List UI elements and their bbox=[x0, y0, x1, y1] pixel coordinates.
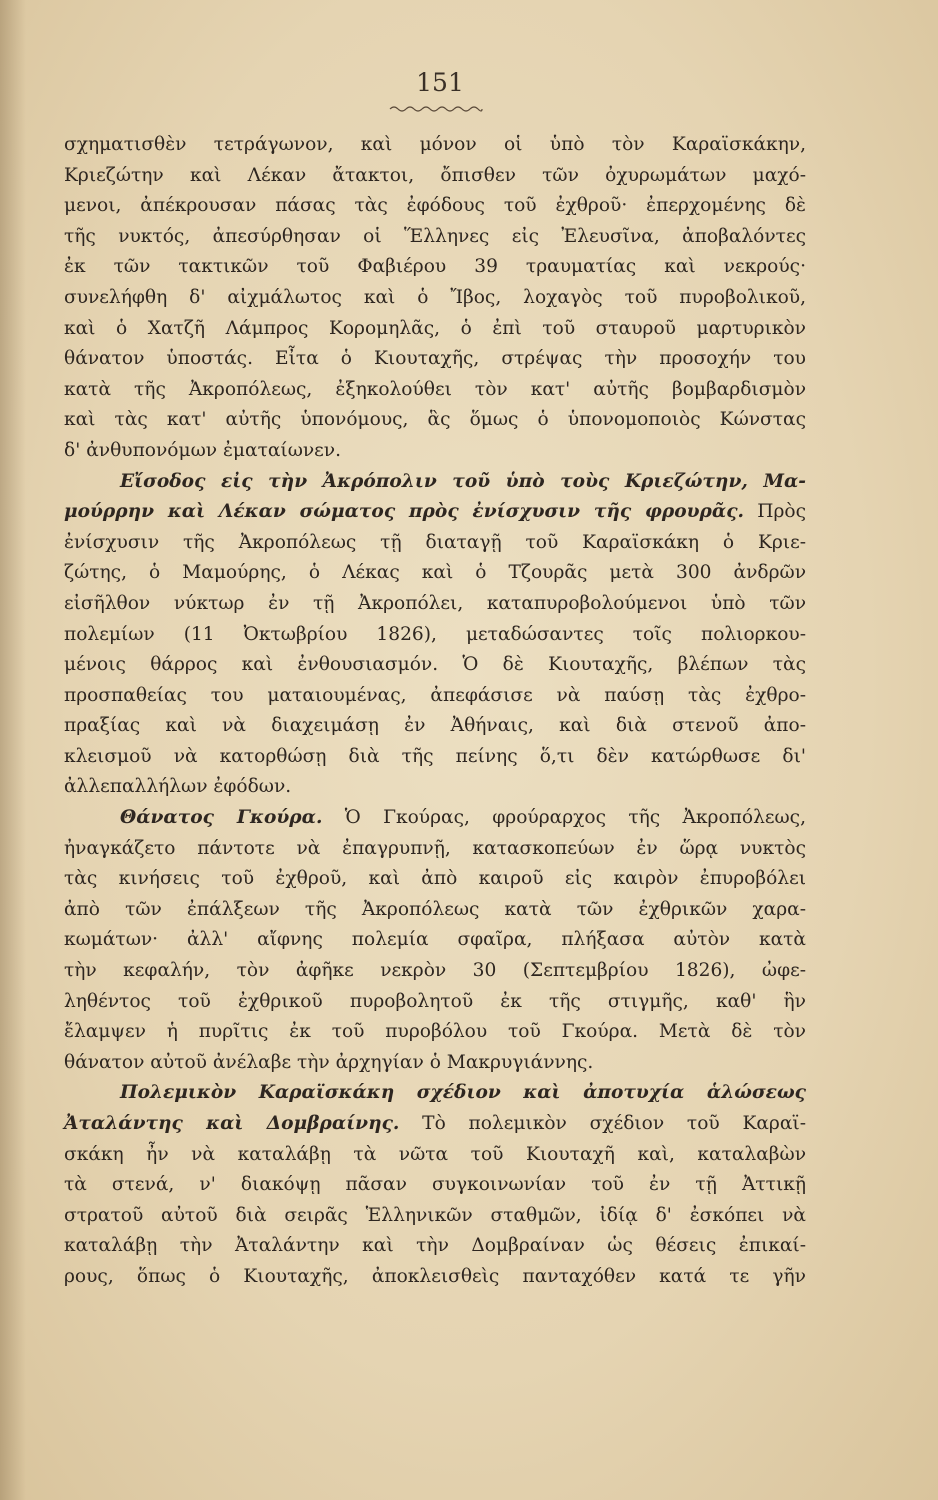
text-line bbox=[64, 252, 806, 283]
line-text: μένοις θάρρος καὶ ἐνθουσιασμόν. Ὁ δὲ Κιουταχῆς, βλέπων τὰς bbox=[64, 654, 806, 676]
text-line bbox=[64, 344, 806, 375]
line-text: καὶ ὁ Χατζῆ Λάμπρος Κορομηλᾶς, ὁ ἐπὶ τοῦ σταυροῦ μαρτυρικὸν bbox=[64, 317, 806, 339]
text-line bbox=[64, 650, 806, 681]
text-line bbox=[64, 1231, 806, 1262]
line-text: ἐκ τῶν τακτικῶν τοῦ Φαβιέρου 39 τραυματίας καὶ νεκρούς· bbox=[64, 256, 806, 278]
text-line bbox=[64, 620, 806, 651]
section-heading: μούρρην καὶ Λέκαν σώματος πρὸς ἐνίσχυσιν τῆς φρουρᾶς. bbox=[64, 501, 744, 523]
line-text: ἠναγκάζετο πάντοτε νὰ ἐπαγρυπνῇ, κατασκοπεύων ἐν ὥρᾳ νυκτὸς bbox=[64, 837, 806, 859]
line-text: ἔλαμψεν ἡ πυρῖτις ἐκ τοῦ πυροβόλου τοῦ Γκούρα. Μετὰ δὲ τὸν bbox=[64, 1021, 806, 1043]
line-text: Πρὸς bbox=[744, 501, 806, 523]
text-line bbox=[64, 772, 806, 803]
line-text: συνελήφθη δ' αἰχμάλωτος καὶ ὁ Ἴβος, λοχαγὸς τοῦ πυροβολικοῦ, bbox=[64, 286, 806, 308]
text-line bbox=[64, 711, 806, 742]
line-text: πραξίας καὶ νὰ διαχειμάσῃ ἐν Ἀθήναις, καὶ διὰ στενοῦ ἀπο- bbox=[64, 715, 806, 737]
text-line bbox=[64, 681, 806, 712]
text-line bbox=[64, 1140, 806, 1171]
line-text: ἀπὸ τῶν ἐπάλξεων τῆς Ἀκροπόλεως κατὰ τῶν ἐχθρικῶν χαρα- bbox=[64, 898, 806, 920]
line-text: ληθέντος τοῦ ἐχθρικοῦ πυροβολητοῦ ἐκ τῆς στιγμῆς, καθ' ἣν bbox=[64, 990, 806, 1012]
line-text: τὴν κεφαλήν, τὸν ἀφῆκε νεκρὸν 30 (Σεπτεμβρίου 1826), ὠφε- bbox=[64, 960, 806, 982]
text-line bbox=[64, 834, 806, 865]
text-line bbox=[64, 895, 806, 926]
text-line bbox=[64, 1048, 806, 1079]
line-text: καὶ τὰς κατ' αὐτῆς ὑπονόμους, ἃς ὅμως ὁ ὑπονομοποιὸς Κώνστας bbox=[64, 409, 806, 431]
line-text: προσπαθείας του ματαιουμένας, ἀπεφάσισε νὰ παύσῃ τὰς ἐχθρο- bbox=[64, 684, 806, 706]
text-line bbox=[64, 803, 806, 834]
line-text: πολεμίων (11 Ὀκτωβρίου 1826), μεταδώσαντες τοῖς πολιορκου- bbox=[64, 623, 806, 645]
line-text: ρους, ὅπως ὁ Κιουταχῆς, ἀποκλεισθεὶς πανταχόθεν κατά τε γῆν bbox=[64, 1265, 806, 1287]
body-text bbox=[64, 130, 806, 1293]
line-text: στρατοῦ αὐτοῦ διὰ σειρᾶς Ἑλληνικῶν σταθμῶν, ἰδίᾳ δ' ἐσκόπει νὰ bbox=[64, 1204, 806, 1226]
binding-shadow bbox=[0, 0, 26, 1500]
section-heading: Πολεμικὸν Καραϊσκάκη σχέδιον καὶ ἀποτυχία ἁλώσεως bbox=[120, 1082, 806, 1104]
text-line bbox=[64, 375, 806, 406]
section-heading: Εἴσοδος εἰς τὴν Ἀκρόπολιν τοῦ ὑπὸ τοὺς Κριεζώτην, Μα- bbox=[120, 470, 806, 492]
line-text: κωμάτων· ἀλλ' αἴφνης πολεμία σφαῖρα, πλήξασα αὐτὸν κατὰ bbox=[64, 929, 806, 951]
text-line bbox=[64, 589, 806, 620]
line-text: Κριεζώτην καὶ Λέκαν ἄτακτοι, ὄπισθεν τῶν ὀχυρωμάτων μαχό- bbox=[64, 164, 806, 186]
text-line bbox=[64, 436, 806, 467]
line-text: δ' ἀνθυπονόμων ἐματαίωνεν. bbox=[64, 439, 342, 461]
page-number: 151 bbox=[416, 68, 464, 97]
text-line bbox=[64, 925, 806, 956]
text-line bbox=[64, 987, 806, 1018]
line-text: θάνατον αὐτοῦ ἀνέλαβε τὴν ἀρχηγίαν ὁ Μακρυγιάννης. bbox=[64, 1051, 594, 1073]
text-line bbox=[64, 1262, 806, 1293]
text-line bbox=[64, 1109, 806, 1140]
text-line bbox=[64, 1170, 806, 1201]
line-text: θάνατον ὑποστάς. Εἶτα ὁ Κιουταχῆς, στρέψας τὴν προσοχήν του bbox=[64, 348, 806, 370]
line-text: σκάκη ἦν νὰ καταλάβῃ τὰ νῶτα τοῦ Κιουταχῆ καὶ, καταλαβὼν bbox=[64, 1143, 806, 1165]
line-text: κατὰ τῆς Ἀκροπόλεως, ἐξηκολούθει τὸν κατ' αὐτῆς βομβαρδισμὸν bbox=[64, 378, 806, 400]
line-text: εἰσῆλθον νύκτωρ ἐν τῇ Ἀκροπόλει, καταπυροβολούμενοι ὑπὸ τῶν bbox=[64, 592, 806, 614]
line-text: Ὁ Γκούρας, φρούραρχος τῆς Ἀκροπόλεως, bbox=[322, 807, 806, 829]
text-line bbox=[64, 161, 806, 192]
line-text: τῆς νυκτός, ἀπεσύρθησαν οἱ Ἕλληνες εἰς Ἐλευσῖνα, ἀποβαλόντες bbox=[64, 225, 806, 247]
text-line bbox=[64, 314, 806, 345]
section-heading: Ἀταλάντης καὶ Δομβραίνης. bbox=[64, 1113, 400, 1134]
text-line bbox=[64, 528, 806, 559]
line-text: τὰ στενά, ν' διακόψῃ πᾶσαν συγκοινωνίαν τοῦ ἐν τῇ Ἀττικῇ bbox=[64, 1174, 806, 1196]
line-text: σχηματισθὲν τετράγωνον, καὶ μόνον οἱ ὑπὸ τὸν Καραϊσκάκην, bbox=[64, 134, 806, 155]
text-line bbox=[64, 742, 806, 773]
text-line bbox=[64, 497, 806, 528]
line-text: κλεισμοῦ νὰ κατορθώσῃ διὰ τῆς πείνης ὅ,τι δὲν κατώρθωσε δι' bbox=[64, 745, 806, 767]
line-text: ἐνίσχυσιν τῆς Ἀκροπόλεως τῇ διαταγῇ τοῦ Καραϊσκάκη ὁ Κριε- bbox=[64, 531, 806, 553]
line-text: καταλάβῃ τὴν Ἀταλάντην καὶ τὴν Δομβραίναν ὡς θέσεις ἐπικαί- bbox=[64, 1235, 806, 1257]
text-line bbox=[64, 558, 806, 589]
text-line bbox=[64, 467, 806, 498]
text-line bbox=[64, 956, 806, 987]
line-text: τὰς κινήσεις τοῦ ἐχθροῦ, καὶ ἀπὸ καιροῦ εἰς καιρὸν ἐπυροβόλει bbox=[64, 868, 806, 890]
line-text: Τὸ πολεμικὸν σχέδιον τοῦ Καραϊ- bbox=[399, 1113, 806, 1134]
line-text: μενοι, ἀπέκρουσαν πάσας τὰς ἐφόδους τοῦ ἐχθροῦ· ἐπερχομένης δὲ bbox=[64, 195, 806, 217]
text-line bbox=[64, 130, 806, 161]
text-line bbox=[64, 405, 806, 436]
line-text: ἀλλεπαλλήλων ἐφόδων. bbox=[64, 776, 292, 798]
section-heading: Θάνατος Γκούρα. bbox=[120, 807, 323, 829]
text-line bbox=[64, 191, 806, 222]
text-line bbox=[64, 1201, 806, 1232]
text-line bbox=[64, 1017, 806, 1048]
text-line bbox=[64, 1078, 806, 1109]
text-line bbox=[64, 222, 806, 253]
decorative-rule bbox=[388, 104, 484, 114]
text-line bbox=[64, 864, 806, 895]
text-line bbox=[64, 283, 806, 314]
line-text: ζώτης, ὁ Μαμούρης, ὁ Λέκας καὶ ὁ Τζουρᾶς μετὰ 300 ἀνδρῶν bbox=[64, 562, 806, 584]
